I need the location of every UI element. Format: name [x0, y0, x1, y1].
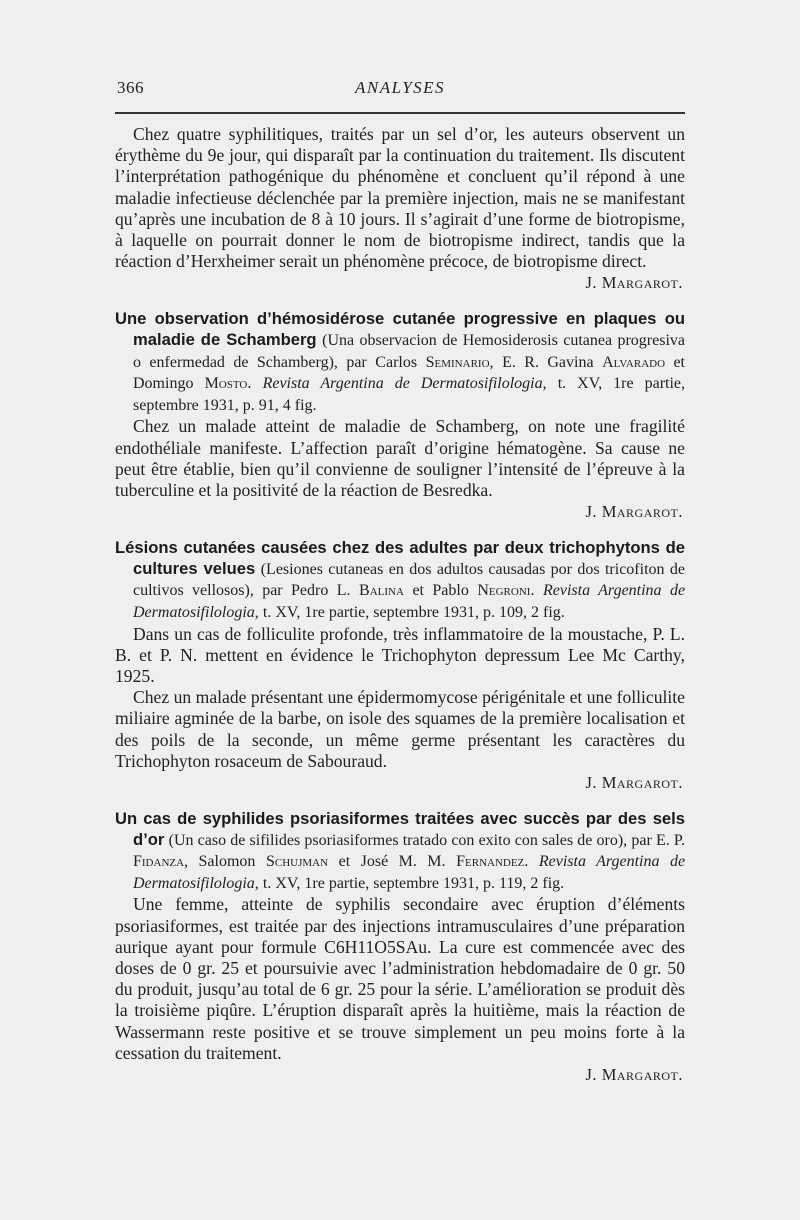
article-body: Chez un malade atteint de maladie de Schamberg, on note une fragilité endothéliale manifeste. L’affection paraît d’origine hématogène. Sa cause ne peut être établie, bien qu’il convienne de souligner l’intensité de l’épreuve à la tuberculine et la positivité de la réaction de Besredka. — [115, 416, 685, 500]
intro-paragraph: Chez quatre syphilitiques, traités par un sel d’or, les auteurs observent un érythème du 9e jour, qui disparaît par la continuation du traitement. Ils discutent l’interprétation pathogénique du phénomène et concluent qu’il répond à une maladie infectieuse déclenchée par la première injection, mais ne se manifestant qu’après une incubation de 8 à 10 jours. Il s’agirait d’une forme de biotropisme, à laquelle on pourrait donner le nom de biotropisme indirect, tandis que la réaction d’Herxheimer serait un phénomène précoce, de biotropisme direct. — [115, 124, 685, 272]
article-reference: (Un caso de sifilides psoriasiformes tratado con exito con sales de oro), par E. P. — [168, 831, 686, 849]
article-title-block: Une observation d’hémosidérose cutanée progressive en plaques ou maladie de Schamberg (Una observacion de Hemosiderosis cutanea progresiva o enfermedad de Schamberg), par Carlos Seminario, E. R. Gavina Alvarado et Domingo Mosto. Revista Argentina de Dermatosifilologia, t. XV, 1re partie, septembre 1931, p. 91, 4 fig. — [115, 309, 686, 414]
article-schamberg — [115, 309, 685, 522]
article-syphilides — [115, 809, 685, 1085]
article-body: Dans un cas de folliculite profonde, très inflammatoire de la moustache, P. L. B. et P. N. mettent en évidence le Trichophyton depressum Lee Mc Carthy, 1925. — [115, 623, 685, 686]
journal-name: Revista Argentina de Dermatosifilologia, — [133, 853, 686, 892]
article-title: Un cas de syphilides psoriasiformes traitées avec succès par des sels d’or — [115, 809, 685, 849]
citation: t. XV, 1re partie, septembre 1931, p. 119, 2 fig. — [262, 874, 565, 892]
signature: J. Margarot. — [585, 502, 683, 522]
signature: J. Margarot. — [585, 773, 683, 792]
header-rule — [115, 112, 685, 114]
article-trichophytons — [115, 538, 685, 793]
article-title-block: Un cas de syphilides psoriasiformes traitées avec succès par des sels d’or (Un caso de sifilides psoriasiformes tratado con exito con sales de oro), par E. P. Fidanza, Salomon Schujman et José M. M. Fernandez. Revista Argentina de Dermatosifilologia, t. XV, 1re partie, septembre 1931, p. 119, 2 fig. — [115, 809, 686, 892]
citation: t. XV, 1re partie, septembre 1931, p. 109, 2 fig. — [262, 603, 565, 621]
article-title: Lésions cutanées causées chez des adultes par deux trichophytons de cultures velues — [115, 538, 685, 578]
article-body: Chez un malade présentant une épidermomycose périgénitale et une folliculite miliaire agminée de la barbe, on isole des squames de la première localisation et des poils de la seconde, un même germe présentant les caractères du Trichophyton rosaceum de Sabouraud. — [115, 687, 685, 771]
article-title: Une observation d’hémosidérose cutanée progressive en plaques ou maladie de Schamberg — [115, 309, 685, 350]
article-title-block: Lésions cutanées causées chez des adultes par deux trichophytons de cultures velues (Lesiones cutaneas en dos adultos causadas por dos tricofiton de cultivos vellosos), par Pedro L. Balina et Pablo Negroni. Revista Argentina de Dermatosifilologia, t. XV, 1re partie, septembre 1931, p. 109, 2 fig. — [115, 538, 686, 621]
signature: J. Margarot. — [585, 1065, 683, 1084]
page-header — [115, 78, 685, 102]
signature: J. Margarot. — [585, 273, 683, 293]
running-head: ANALYSES — [354, 78, 446, 97]
article-reference: (Una observacion de Hemosiderosis cutanea progresiva o enfermedad de Schamberg), par — [133, 332, 686, 371]
article-body: Une femme, atteinte de syphilis secondaire avec éruption d’éléments psoriasiformes, est traitée par des injections intramusculaires d’une préparation aurique ayant pour formule C6H11O5SAu. La cure est commencée avec des doses de 0 gr. 25 et poursuivie avec l’administration hebdomadaire de 0 gr. 50 du produit, jusqu’au total de 6 gr. 25 pour la série. L’amélioration se produit dès la troisième piqûre. L’éruption disparaît après la huitième, mais la réaction de Wassermann reste positive et se trouve simplement un peu moins forte à la cessation du traitement. — [115, 894, 685, 1063]
page-number: 366 — [117, 78, 144, 97]
page-content — [115, 124, 685, 1085]
journal-name: Revista Argentina de Dermatosifilologia, — [133, 582, 686, 621]
citation: t. XV, 1re partie, septembre 1931, p. 91, 4 fig. — [133, 375, 686, 414]
journal-name: Revista Argentina de Dermatosifilologia, — [262, 375, 547, 393]
article-reference: (Lesiones cutaneas en dos adultos causadas por dos tricofiton de cultivos vellosos), par Pedro L. — [133, 560, 686, 600]
